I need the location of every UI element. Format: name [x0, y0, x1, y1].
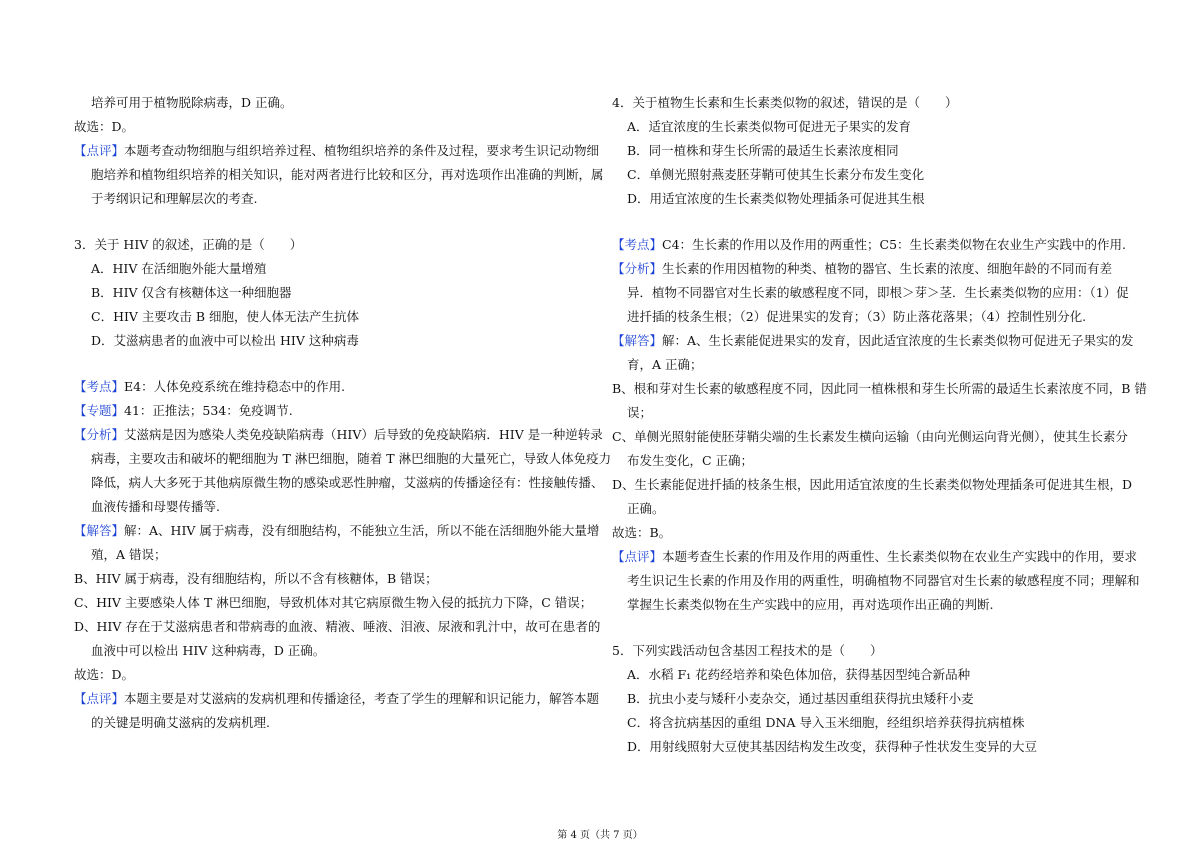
- comment-line: 【点评】本题主要是对艾滋病的发病机理和传播途径，考查了学生的理解和识记能力，解答本题: [74, 691, 600, 706]
- text-line: 进扦插的枝条生根；（2）促进果实的发育；（3）防止落花落果；（4）控制性别分化.: [627, 309, 1087, 324]
- text-line: D、生长素能促进扦插的枝条生根，因此用适宜浓度的生长素类似物处理插条可促进其生根，D: [612, 477, 1133, 492]
- text-line: 故选：D。: [74, 667, 135, 682]
- option-a: A．HIV 在活细胞外能大量增殖: [91, 261, 267, 276]
- text-line: 误；: [627, 405, 653, 420]
- question-title: 4．关于植物生长素和生长素类似物的叙述，错误的是（ ）: [612, 95, 958, 110]
- option-b: B．HIV 仅含有核糖体这一种细胞器: [91, 285, 292, 300]
- text-line: B、HIV 属于病毒，没有细胞结构，所以不含有核糖体，B 错误；: [74, 571, 438, 586]
- comment-line: 【点评】本题考查生长素的作用及作用的两重性、生长素类似物在农业生产实践中的作用，要求: [612, 549, 1138, 564]
- option-b: B．抗虫小麦与矮秆小麦杂交，通过基因重组获得抗虫矮秆小麦: [627, 691, 974, 706]
- text-line: 掌握生长素类似物在生产实践中的应用，再对选项作出正确的判断.: [627, 597, 994, 612]
- text-line: 血液传播和母婴传播等.: [91, 499, 220, 514]
- analysis-line: 【分析】艾滋病是因为感染人类免疫缺陷病毒（HIV）后导致的免疫缺陷病．HIV 是一种逆转录: [74, 427, 603, 442]
- zhuanti-line: 【专题】41：正推法；534：免疫调节.: [74, 403, 293, 418]
- text-line: 正确。: [627, 501, 665, 516]
- answer-line: 【解答】解：A、生长素能促进果实的发育，因此适宜浓度的生长素类似物可促进无子果实的发: [612, 333, 1134, 348]
- page-footer: 第 4 页（共 7 页）: [557, 830, 643, 841]
- text-line: D、HIV 存在于艾滋病患者和带病毒的血液、精液、唾液、泪液、尿液和乳汁中，故可在患者的: [74, 619, 601, 634]
- text-line: 殖，A 错误；: [91, 547, 167, 562]
- text-line: 故选：D。: [74, 119, 135, 134]
- text-line: 考生识记生长素的作用及作用的两重性，明确植物不同器官对生长素的敏感程度不同；理解和: [627, 573, 1140, 588]
- analysis-line: 【分析】生长素的作用因植物的种类、植物的器官、生长素的浓度、细胞年龄的不同而有差: [612, 261, 1113, 276]
- text-line: 血液中可以检出 HIV 这种病毒，D 正确。: [91, 643, 326, 658]
- option-d: D．艾滋病患者的血液中可以检出 HIV 这种病毒: [91, 333, 359, 348]
- option-d: D．用射线照射大豆使其基因结构发生改变，获得种子性状发生变异的大豆: [627, 739, 1038, 754]
- text-line: 病毒，主要攻击和破坏的靶细胞为 T 淋巴细胞，随着 T 淋巴细胞的大量死亡，导致人体免疫力: [91, 451, 612, 466]
- kaodian-line: 【考点】C4：生长素的作用以及作用的两重性；C5：生长素类似物在农业生产实践中的作用.: [612, 237, 1127, 252]
- text-line: 故选：B。: [612, 525, 672, 540]
- option-a: A．适宜浓度的生长素类似物可促进无子果实的发育: [627, 119, 912, 134]
- text-line: 于考纲识记和理解层次的考查.: [91, 191, 258, 206]
- text-line: C、HIV 主要感染人体 T 淋巴细胞，导致机体对其它病原微生物入侵的抵抗力下降，C 错误；: [74, 595, 593, 610]
- option-c: C．单侧光照射燕麦胚芽鞘可使其生长素分布发生变化: [627, 167, 925, 182]
- text-line: 培养可用于植物脱除病毒，D 正确。: [91, 95, 293, 110]
- option-a: A．水稻 F₁ 花药经培养和染色体加倍，获得基因型纯合新品种: [627, 667, 971, 682]
- kaodian-line: 【考点】E4：人体免疫系统在维持稳态中的作用.: [74, 379, 346, 394]
- text-line: 降低，病人大多死于其他病原微生物的感染或恶性肿瘤，艾滋病的传播途径有：性接触传播、: [91, 475, 604, 490]
- text-line: 胞培养和植物组织培养的相关知识，能对两者进行比较和区分，再对选项作出准确的判断，属: [91, 167, 604, 182]
- question-title: 3．关于 HIV 的叙述，正确的是（ ）: [74, 237, 303, 252]
- option-c: C．将含抗病基因的重组 DNA 导入玉米细胞，经组织培养获得抗病植株: [627, 715, 1025, 730]
- text-line: 布发生变化，C 正确；: [627, 453, 754, 468]
- text-line: 异．植物不同器官对生长素的敏感程度不同，即根＞芽＞茎．生长素类似物的应用：（1）促: [627, 285, 1129, 300]
- option-d: D．用适宜浓度的生长素类似物处理插条可促进其生根: [627, 191, 925, 206]
- comment-line: 【点评】本题考查动物细胞与组织培养过程、植物组织培养的条件及过程，要求考生识记动物细: [74, 143, 600, 158]
- option-b: B．同一植株和芽生长所需的最适生长素浓度相同: [627, 143, 899, 158]
- text-line: B、根和芽对生长素的敏感程度不同，因此同一植株根和芽生长所需的最适生长素浓度不同，B 错: [612, 381, 1147, 396]
- question-title: 5．下列实践活动包含基因工程技术的是（ ）: [612, 643, 883, 658]
- answer-line: 【解答】解：A、HIV 属于病毒，没有细胞结构，不能独立生活，所以不能在活细胞外能大量增: [74, 523, 600, 538]
- text-line: C、单侧光照射能使胚芽鞘尖端的生长素发生横向运输（由向光侧运向背光侧），使其生长素分: [612, 429, 1128, 444]
- text-line: 育，A 正确；: [627, 357, 703, 372]
- option-c: C．HIV 主要攻击 B 细胞，使人体无法产生抗体: [91, 309, 360, 324]
- text-line: 的关键是明确艾滋病的发病机理.: [91, 715, 270, 730]
